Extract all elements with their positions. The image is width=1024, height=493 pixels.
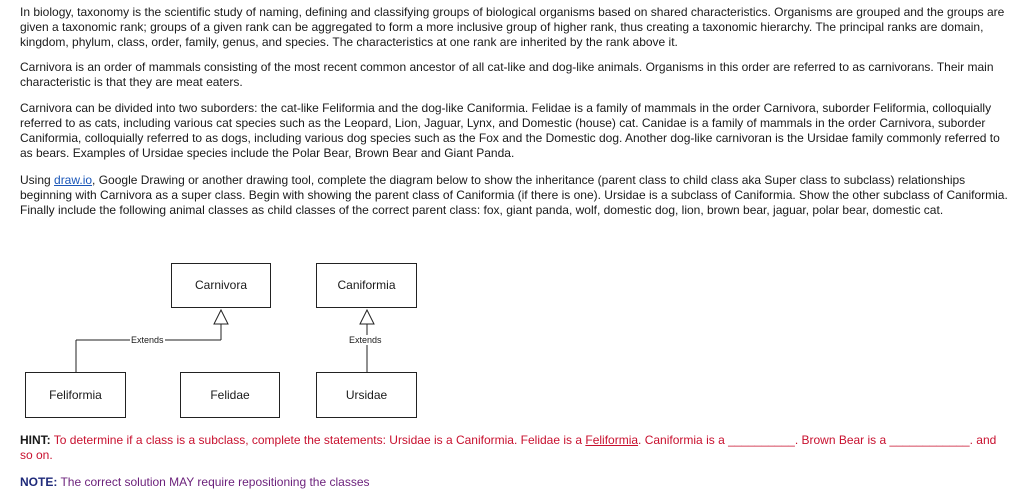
carnivora-inheritance-arrow xyxy=(214,310,228,324)
note-label: NOTE: xyxy=(20,475,58,489)
hint-label: HINT: xyxy=(20,433,51,447)
carnivora-paragraph: Carnivora is an order of mammals consisting of the most recent common ancestor of all cat-like and dog-like animals. Organisms in this order are referred to as carnivorans. Their main characteristic is that they are meat eaters. xyxy=(20,60,994,89)
hint-paragraph xyxy=(20,433,1012,463)
extends-label-right: Extends xyxy=(349,335,382,345)
note-paragraph xyxy=(20,475,1012,490)
caniformia-inheritance-arrow xyxy=(360,310,374,324)
caniformia-class-label: Caniformia xyxy=(337,278,396,292)
extends-label-left: Extends xyxy=(131,335,164,345)
ursidae-class-box[interactable] xyxy=(316,372,417,418)
drawio-link[interactable]: draw.io xyxy=(54,173,93,187)
carnivora-class-box[interactable] xyxy=(171,263,271,308)
hint-text-2: . Caniformia is a __________. Brown Bear is a ____________. and so on. xyxy=(20,433,997,462)
felidae-class-label: Felidae xyxy=(210,387,250,402)
feliformia-class-box[interactable] xyxy=(25,372,126,418)
instructions-text-before: Using xyxy=(20,173,55,187)
carnivora-class-label: Carnivora xyxy=(194,278,248,292)
ursidae-class-label: Ursidae xyxy=(345,387,388,402)
caniformia-class-box[interactable] xyxy=(316,263,417,308)
feliformia-class-label: Feliformia xyxy=(49,387,102,402)
instructions-paragraph xyxy=(20,173,1012,218)
hint-text-1: To determine if a class is a subclass, complete the statements: Ursidae is a Caniformia. Felidae is a xyxy=(50,433,586,447)
suborders-paragraph: Carnivora can be divided into two suborders: the cat-like Feliformia and the dog-like Caniformia. Felidae is a family of mammals in the order Carnivora, suborder Feliformia, colloquially referred to as cats, including various cat species such as the Leopard, Lion, Jaguar, Lynx, and Domestic (house) cat. Canidae is a family of mammals in the order Carnivora, suborder Caniformia, colloquially referred to as dogs, including various dog species such as the Fox and the Domestic dog. Another dog-like carnivoran is the Ursidae family commonly referred to as bears. Examples of Ursidae species include the Polar Bear, Brown Bear and Giant Panda. xyxy=(20,101,1000,160)
instructions-text-after: , Google Drawing or another drawing tool, complete the diagram below to show the inheritance (parent class to child class aka Super class to subclass) relationships beginning with Carnivora as a super class. Begin with showing the parent class of Caniformia (if there is one). Ursidae is a subclass of Caniformia. Show the other subclass of Caniformia. Finally include the following animal classes as child classes of the correct parent class: fox, giant panda, wolf, domestic dog, lion, brown bear, jaguar, polar bear, domestic cat. xyxy=(20,173,1008,217)
hint-answer: Feliformia xyxy=(585,433,639,447)
intro-paragraph: In biology, taxonomy is the scientific study of naming, defining and classifying groups of biological organisms based on shared characteristics. Organisms are grouped and the groups are given a taxonomic rank; groups of a given rank can be aggregated to form a more inclusive group of higher rank, thus creating a taxonomic hierarchy. The principal ranks are domain, kingdom, phylum, class, order, family, genus, and species. The characteristics at one rank are inherited by the rank above it. xyxy=(20,5,1005,49)
felidae-class-box[interactable] xyxy=(180,372,280,418)
note-text: The correct solution MAY require repositioning the classes xyxy=(57,475,370,489)
